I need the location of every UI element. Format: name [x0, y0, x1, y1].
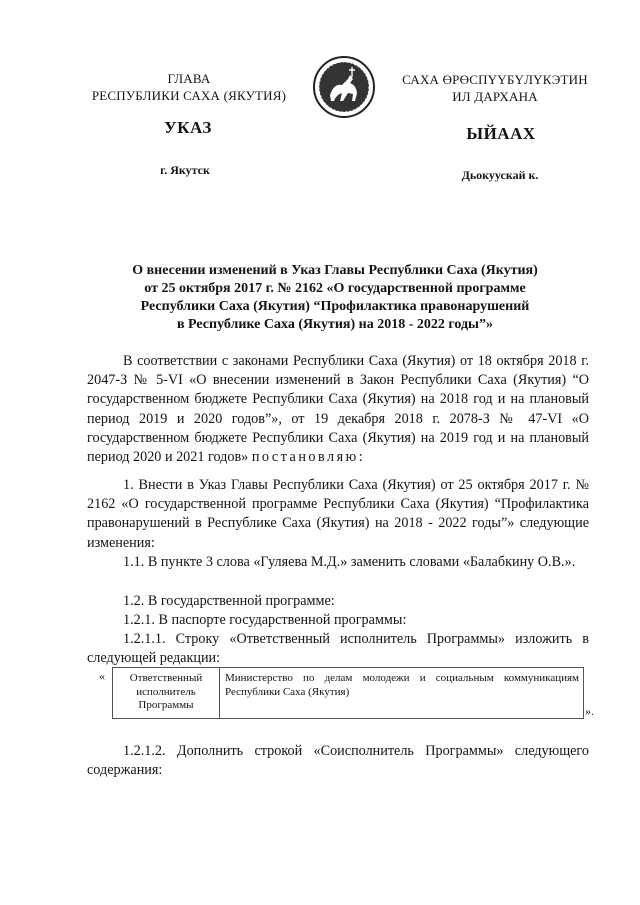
title-line: в Республике Саха (Якутия) на 2018 - 2022 годы”» [176, 317, 493, 332]
item-1-2-paragraph: 1.2. В государственной программе: [123, 593, 335, 609]
item-1-2-1-1-paragraph: 1.2.1.1. Строку «Ответственный исполнитель Программы» изложить в следующей редакции: [87, 631, 589, 667]
table-open-quote: « [99, 669, 105, 683]
table-cell-value: Министерство по делам молодежи и социальным коммуникациям Республики Саха (Якутия) [225, 672, 579, 698]
item-1-paragraph: 1. Внести в Указ Главы Республики Саха (Якутия) от 25 октября 2017 г. № 2162 «О государственной программе Республики Саха (Якутия) “Профилактика правонарушений в Республике Саха (Якутия) на 2018 - 2022 годы”» следующие изменения: [87, 477, 589, 551]
issuer-ru [76, 70, 302, 104]
responsible-executor-table [112, 667, 584, 719]
document-title [90, 262, 580, 334]
doc-type-sah: ЫЙААХ [466, 124, 536, 143]
issuer-sah-line2: ИЛ ДАРХАНА [452, 89, 538, 104]
title-line: от 25 октября 2017 г. № 2162 «О государственной программе [144, 281, 526, 296]
title-line: Республики Саха (Якутия) “Профилактика правонарушений [140, 299, 530, 314]
item-1-2-1-2-paragraph: 1.2.1.2. Дополнить строкой «Соисполнитель Программы» следующего содержания: [87, 743, 589, 779]
issuer-ru-line1: ГЛАВА [167, 71, 211, 86]
city-sah: Дьокуускай к. [461, 168, 539, 182]
table-cell-label: Ответственный исполнитель Программы [113, 668, 220, 718]
coat-of-arms-icon [312, 55, 376, 119]
table-close-quote: ». [585, 704, 594, 718]
issuer-ru-line2: РЕСПУБЛИКИ САХА (ЯКУТИЯ) [91, 88, 287, 103]
item-1-2-1-paragraph: 1.2.1. В паспорте государственной программы: [123, 612, 407, 628]
issuer-sah [384, 71, 606, 105]
doc-type-ru: УКАЗ [164, 118, 212, 137]
issuer-sah-line1: САХА ӨРӨСПҮҮБҮЛҮКЭТИН [402, 72, 588, 87]
city-ru: г. Якутск [160, 163, 210, 177]
preamble-text: В соответствии с законами Республики Саха (Якутия) от 18 октября 2018 г. 2047-З № 5-VI «О внесении изменений в Закон Республики Саха (Якутия) “О государственном бюджете Республики Саха (Якутия) на 2018 год и на плановый период 2019 и 2020 годов”», от 19 декабря 2018 г. 2078-З № 47-VI «О государственном бюджете Республики Саха (Якутия) на 2019 год и на плановый период 2020 и 2021 годов» [87, 353, 589, 466]
preamble-paragraph [87, 352, 589, 467]
title-line: О внесении изменений в Указ Главы Республики Саха (Якутия) [132, 263, 538, 278]
item-1-1-paragraph: 1.1. В пункте 3 слова «Гуляева М.Д.» заменить словами «Балабкину О.В.». [123, 554, 576, 570]
decree-word: постановляю: [251, 449, 366, 466]
